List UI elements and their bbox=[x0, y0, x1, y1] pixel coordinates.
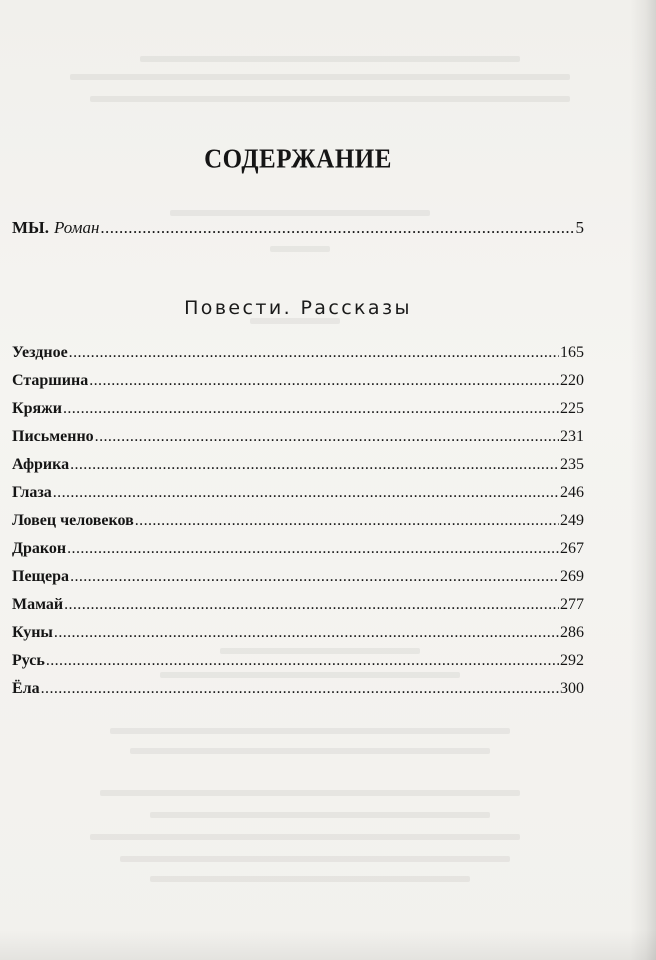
toc-entry-page: 235 bbox=[560, 456, 584, 473]
toc-entry[interactable] bbox=[12, 566, 584, 588]
show-through-line bbox=[130, 748, 490, 754]
show-through-line bbox=[100, 790, 520, 796]
section-heading: Повести. Рассказы bbox=[184, 297, 412, 319]
toc-entry[interactable] bbox=[12, 510, 584, 532]
show-through-line bbox=[90, 96, 570, 102]
toc-entry[interactable] bbox=[12, 342, 584, 364]
toc-entry-name: Русь bbox=[12, 652, 45, 669]
toc-entry[interactable] bbox=[12, 482, 584, 504]
leader-dots bbox=[46, 650, 559, 672]
toc-entry-page: 267 bbox=[560, 540, 584, 557]
show-through-line bbox=[150, 812, 490, 818]
toc-entry[interactable] bbox=[12, 398, 584, 420]
leader-dots bbox=[63, 398, 559, 420]
toc-entry-name: Куны bbox=[12, 624, 53, 641]
toc-entry-page: 269 bbox=[560, 568, 584, 585]
toc-entry-page: 277 bbox=[560, 596, 584, 613]
show-through-line bbox=[90, 834, 520, 840]
toc-entry-name: Старшина bbox=[12, 372, 89, 389]
toc-entry-page: 300 bbox=[560, 680, 584, 697]
toc-entry-name: Кряжи bbox=[12, 400, 62, 417]
toc-entry[interactable] bbox=[12, 454, 584, 476]
toc-entry[interactable] bbox=[12, 678, 584, 700]
page-bottom-shadow bbox=[0, 930, 656, 960]
show-through-line bbox=[170, 210, 430, 216]
toc-entry-page: 286 bbox=[560, 624, 584, 641]
page-title: СОДЕРЖАНИЕ bbox=[204, 144, 392, 175]
toc-entry[interactable] bbox=[12, 594, 584, 616]
leader-dots bbox=[89, 370, 559, 392]
toc-entry-page: 231 bbox=[560, 428, 584, 445]
toc-entry[interactable] bbox=[12, 426, 584, 448]
leader-dots bbox=[100, 217, 574, 239]
leader-dots bbox=[67, 538, 559, 560]
toc-entry-name: Африка bbox=[12, 456, 70, 473]
toc-entry-name: Пещера bbox=[12, 568, 70, 585]
toc-entry[interactable] bbox=[12, 622, 584, 644]
show-through-line bbox=[70, 74, 570, 80]
show-through-line bbox=[110, 728, 510, 734]
leader-dots bbox=[95, 426, 559, 448]
toc-entry-page: 165 bbox=[560, 344, 584, 361]
leader-dots bbox=[54, 622, 559, 644]
toc-entry-name: Глаза bbox=[12, 484, 52, 501]
show-through-line bbox=[270, 246, 330, 252]
leader-dots bbox=[41, 678, 559, 700]
leader-dots bbox=[70, 566, 559, 588]
leader-dots bbox=[53, 482, 559, 504]
leader-dots bbox=[135, 510, 559, 532]
toc-entry-name: Ловец человеков bbox=[12, 512, 134, 529]
show-through-line bbox=[120, 856, 510, 862]
leader-dots bbox=[69, 342, 559, 364]
toc-entry-name: Письменно bbox=[12, 428, 94, 445]
toc-entry[interactable] bbox=[12, 650, 584, 672]
toc-entry-page: 5 bbox=[575, 218, 584, 237]
show-through-line bbox=[140, 56, 520, 62]
toc-entry-subtitle: Роман bbox=[54, 218, 100, 237]
toc-entry[interactable] bbox=[12, 370, 584, 392]
leader-dots bbox=[64, 594, 559, 616]
toc-entry-name: Уездное bbox=[12, 344, 68, 361]
toc-entry-page: 292 bbox=[560, 652, 584, 669]
toc-entry-page: 220 bbox=[560, 372, 584, 389]
toc-entry-page: 249 bbox=[560, 512, 584, 529]
toc-entry-name: Ёла bbox=[12, 680, 40, 697]
toc-entry-page: 246 bbox=[560, 484, 584, 501]
toc-entry-page: 225 bbox=[560, 400, 584, 417]
toc-entry-main[interactable] bbox=[12, 217, 584, 239]
toc-entry[interactable] bbox=[12, 538, 584, 560]
page-edge-shadow bbox=[630, 0, 656, 960]
toc-entry-name: Мамай bbox=[12, 596, 64, 613]
leader-dots bbox=[70, 454, 559, 476]
show-through-line bbox=[150, 876, 470, 882]
toc-entry-name: МЫ. bbox=[12, 218, 49, 237]
toc-entry-name: Дракон bbox=[12, 540, 67, 557]
